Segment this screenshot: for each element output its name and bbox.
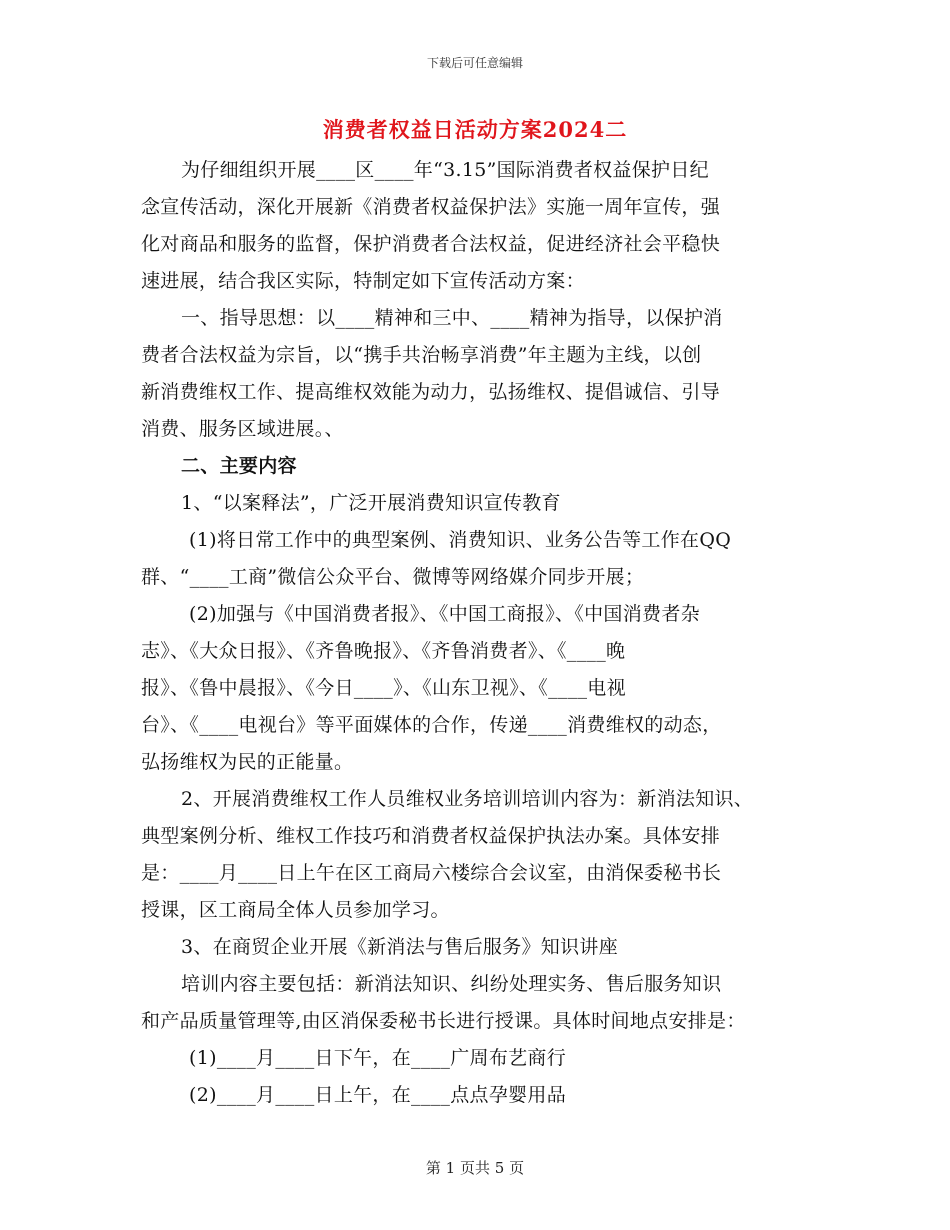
page-header: 下载后可任意编辑 bbox=[426, 56, 523, 70]
list-item: (2)____月____日上午，在____点点孕婴用品 bbox=[189, 1084, 567, 1106]
paragraph-line: 志》、《大众日报》、《齐鲁晚报》、《齐鲁消费者》、《____晚 bbox=[141, 640, 626, 662]
paragraph-line: 是：____月____日上午在区工商局六楼综合会议室，由消保委秘书长 bbox=[141, 862, 722, 884]
paragraph-line: 化对商品和服务的监督，保护消费者合法权益，促进经济社会平稳快 bbox=[141, 233, 721, 255]
list-item: (2)加强与《中国消费者报》、《中国工商报》、《中国消费者杂 bbox=[189, 603, 700, 625]
paragraph-line: 新消费维权工作、提高维权效能为动力，弘扬维权、提倡诚信、引导 bbox=[141, 381, 721, 403]
paragraph-line: 和产品质量管理等,由区消保委秘书长进行授课。具体时间地点安排是： bbox=[141, 1010, 746, 1032]
section-heading-guiding-thought: 一、指导思想：以____精神和三中、____精神为指导，以保护消 bbox=[181, 307, 723, 329]
paragraph-line: 为仔细组织开展____区____年“3.15”国际消费者权益保护日纪 bbox=[181, 159, 709, 181]
paragraph-line: 典型案例分析、维权工作技巧和消费者权益保护执法办案。具体安排 bbox=[141, 825, 721, 847]
subsection-heading: 1、“以案释法”，广泛开展消费知识宣传教育 bbox=[181, 492, 561, 514]
document-title: 消费者权益日活动方案2024二 bbox=[322, 117, 628, 142]
paragraph-line: 群、“____工商”微信公众平台、微博等网络媒介同步开展； bbox=[141, 566, 645, 588]
paragraph-line: 弘扬维权为民的正能量。 bbox=[141, 751, 354, 773]
paragraph-line: 培训内容主要包括：新消法知识、纠纷处理实务、售后服务知识 bbox=[181, 973, 722, 995]
paragraph-line: 速进展，结合我区实际，特制定如下宣传活动方案： bbox=[141, 270, 585, 292]
list-item: (1)将日常工作中的典型案例、消费知识、业务公告等工作在QQ bbox=[189, 529, 732, 551]
subsection-heading: 2、开展消费维权工作人员维权业务培训培训内容为：新消法知识、 bbox=[181, 788, 754, 810]
list-item: (1)____月____日下午，在____广周布艺商行 bbox=[189, 1047, 567, 1069]
paragraph-line: 消费、服务区域进展。、 bbox=[141, 418, 344, 440]
page-footer: 第 1 页共 5 页 bbox=[425, 1159, 525, 1177]
document-body bbox=[141, 152, 821, 1114]
section-heading-main-content: 二、主要内容 bbox=[181, 455, 297, 477]
paragraph-line: 念宣传活动，深化开展新《消费者权益保护法》实施一周年宣传，强 bbox=[141, 196, 721, 218]
subsection-heading: 3、在商贸企业开展《新消法与售后服务》知识讲座 bbox=[181, 936, 618, 958]
paragraph-line: 报》、《鲁中晨报》、《今日____》、《山东卫视》、《____电视 bbox=[141, 677, 626, 699]
paragraph-line: 授课，区工商局全体人员参加学习。 bbox=[141, 899, 450, 921]
paragraph-line: 台》、《____电视台》等平面媒体的合作，传递____消费维权的动态， bbox=[141, 714, 722, 736]
paragraph-line: 费者合法权益为宗旨，以“携手共治畅享消费”年主题为主线，以创 bbox=[141, 344, 702, 366]
